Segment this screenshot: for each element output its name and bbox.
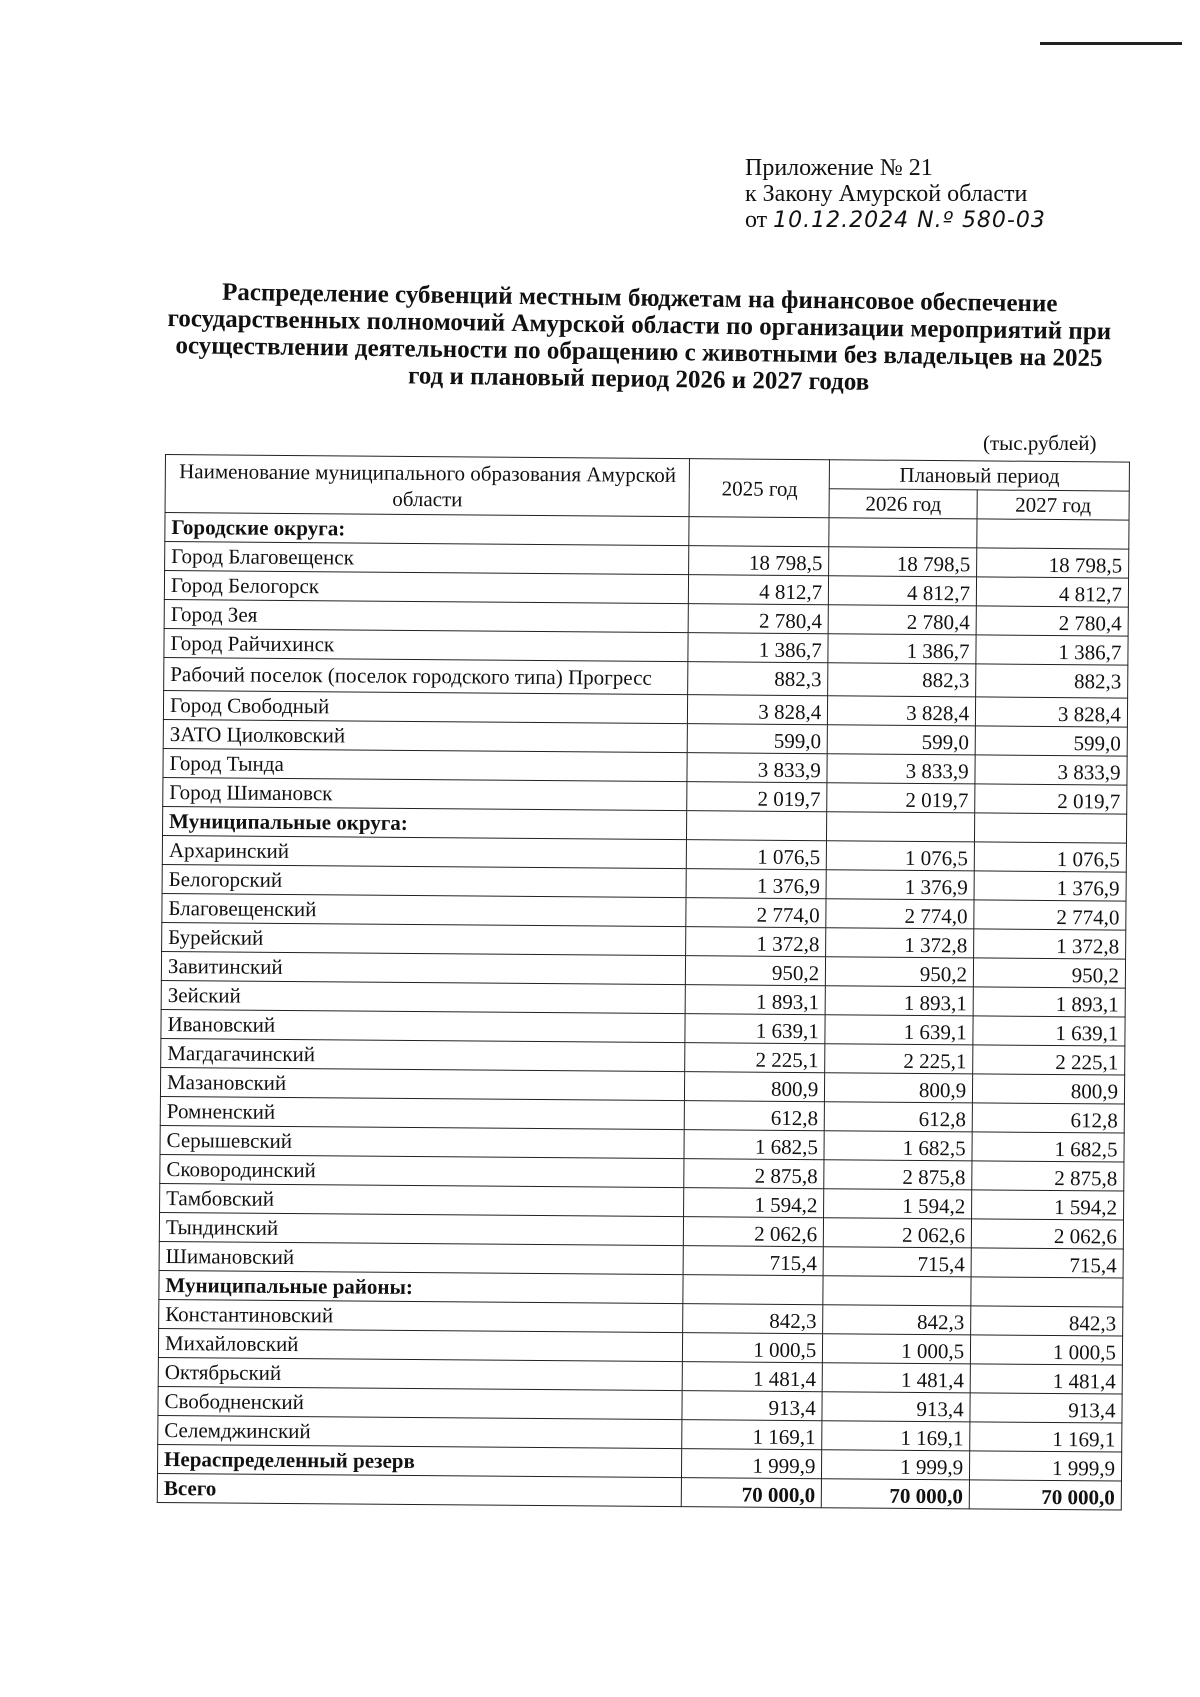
row-name: Город Благовещенск — [165, 542, 690, 575]
value-2025 — [689, 517, 829, 547]
subvention-table — [157, 454, 1130, 1511]
value-2026: 2 062,6 — [824, 1218, 972, 1248]
value-2026: 950,2 — [826, 957, 974, 987]
value-2026: 18 798,5 — [829, 547, 977, 577]
value-2026: 2 774,0 — [826, 899, 974, 929]
value-2026: 842,3 — [823, 1305, 971, 1335]
row-name: Город Шимановск — [163, 777, 688, 810]
value-2025: 2 062,6 — [684, 1217, 824, 1247]
value-2027: 2 774,0 — [974, 900, 1126, 930]
row-name: Городские округа: — [165, 513, 690, 546]
appendix-number: Приложение № 21 — [745, 155, 933, 181]
value-2025: 18 798,5 — [689, 546, 829, 576]
row-name: Мазановский — [160, 1067, 685, 1100]
value-2027: 882,3 — [976, 664, 1128, 698]
value-2025: 1 076,5 — [687, 840, 827, 870]
row-name: Магдагачинский — [161, 1038, 686, 1071]
row-name: Завитинский — [161, 951, 686, 984]
value-2027: 1 999,9 — [970, 1451, 1122, 1481]
appendix-date-prefix: от — [745, 207, 768, 233]
value-2026: 1 376,9 — [826, 870, 974, 900]
row-name: Город Белогорск — [164, 571, 689, 604]
value-2026: 1 386,7 — [828, 634, 976, 664]
value-2027: 1 169,1 — [970, 1422, 1122, 1452]
value-2025: 3 833,9 — [687, 753, 827, 783]
row-name: Ивановский — [161, 1009, 686, 1042]
value-2027: 1 376,9 — [974, 871, 1126, 901]
row-name: Октябрьский — [158, 1357, 683, 1390]
value-2027: 715,4 — [971, 1248, 1123, 1278]
value-2027: 1 386,7 — [976, 635, 1128, 665]
handwritten-date-number: 10.12.2024 N.º 580-03 — [773, 208, 1046, 233]
row-name: Город Тында — [163, 748, 688, 781]
value-2025: 913,4 — [682, 1391, 822, 1421]
value-2026: 2 875,8 — [824, 1160, 972, 1190]
row-name: Архаринский — [162, 835, 687, 868]
value-2025: 4 812,7 — [689, 575, 829, 605]
row-name: Свободненский — [158, 1386, 683, 1419]
value-2026: 70 000,0 — [822, 1479, 970, 1509]
value-2025: 612,8 — [685, 1101, 825, 1131]
row-name: Зейский — [161, 980, 686, 1013]
row-name: Селемджинский — [158, 1415, 683, 1448]
value-2027: 1 481,4 — [970, 1364, 1122, 1394]
value-2026: 1 893,1 — [825, 986, 973, 1016]
value-2027 — [975, 813, 1127, 843]
value-2025: 1 639,1 — [685, 1014, 825, 1044]
value-2025: 1 169,1 — [682, 1420, 822, 1450]
value-2026: 2 019,7 — [827, 783, 975, 813]
value-2025: 1 481,4 — [683, 1362, 823, 1392]
row-name: Михайловский — [158, 1328, 683, 1361]
value-2026: 1 169,1 — [822, 1421, 970, 1451]
value-2025: 1 682,5 — [684, 1130, 824, 1160]
value-2026: 1 076,5 — [827, 841, 975, 871]
value-2025: 1 893,1 — [686, 985, 826, 1015]
value-2026 — [827, 812, 975, 842]
value-2025: 599,0 — [688, 724, 828, 754]
value-2025: 1 372,8 — [686, 927, 826, 957]
header-2027: 2027 год — [977, 490, 1129, 520]
value-2025: 1 376,9 — [686, 869, 826, 899]
value-2027: 2 780,4 — [976, 606, 1128, 636]
row-name: ЗАТО Циолковский — [163, 719, 688, 752]
units-label: (тыс.рублей) — [983, 431, 1097, 455]
value-2025: 882,3 — [688, 662, 828, 696]
value-2026: 913,4 — [822, 1392, 970, 1422]
value-2027: 1 594,2 — [972, 1190, 1124, 1220]
row-name: Муниципальные округа: — [163, 806, 688, 839]
row-name: Ромненский — [160, 1096, 685, 1129]
row-name: Константиновский — [159, 1299, 684, 1332]
value-2026: 1 481,4 — [822, 1363, 970, 1393]
value-2025: 1 386,7 — [688, 633, 828, 663]
value-2025: 2 019,7 — [687, 782, 827, 812]
value-2026: 4 812,7 — [829, 576, 977, 606]
value-2025: 2 225,1 — [685, 1043, 825, 1073]
value-2027: 2 062,6 — [971, 1219, 1123, 1249]
value-2027: 1 076,5 — [974, 842, 1126, 872]
value-2027: 800,9 — [973, 1074, 1125, 1104]
value-2025: 1 999,9 — [682, 1449, 822, 1479]
value-2026: 1 999,9 — [822, 1450, 970, 1480]
header-planned: Плановый период — [830, 460, 1130, 491]
value-2026: 1 372,8 — [826, 928, 974, 958]
value-2027: 2 875,8 — [972, 1161, 1124, 1191]
row-name: Муниципальные районы: — [159, 1270, 684, 1303]
row-name: Благовещенский — [162, 893, 687, 926]
row-name: Бурейский — [162, 922, 687, 955]
value-2027: 1 000,5 — [971, 1335, 1123, 1365]
value-2026: 1 639,1 — [825, 1015, 973, 1045]
value-2026: 882,3 — [828, 663, 976, 697]
appendix-law: к Закону Амурской области — [745, 181, 1028, 207]
row-name: Нераспределенный резерв — [157, 1444, 682, 1477]
value-2027: 18 798,5 — [977, 548, 1129, 578]
row-name: Тындинский — [159, 1212, 684, 1245]
appendix-header — [745, 155, 1046, 234]
row-name: Белогорский — [162, 864, 687, 897]
value-2025: 950,2 — [686, 956, 826, 986]
value-2026: 3 833,9 — [827, 754, 975, 784]
value-2026: 800,9 — [825, 1073, 973, 1103]
value-2027: 70 000,0 — [969, 1480, 1121, 1510]
value-2027: 1 639,1 — [973, 1016, 1125, 1046]
value-2027: 950,2 — [973, 958, 1125, 988]
document-title: Распределение субвенций местным бюджетам на финансовое обеспечение государственных полномочий Амурской области по организации мероприятий при осуществлении деятельности по обращению с животными без владельцев на 2025 год и плановый период 2026 и 2027 годов — [167, 278, 1112, 396]
value-2027: 2 019,7 — [975, 784, 1127, 814]
value-2027: 3 828,4 — [976, 697, 1128, 727]
value-2026: 599,0 — [827, 725, 975, 755]
row-name: Тамбовский — [160, 1183, 685, 1216]
value-2025 — [687, 811, 827, 841]
value-2025: 70 000,0 — [682, 1478, 822, 1508]
value-2026: 2 780,4 — [828, 605, 976, 635]
value-2027: 1 372,8 — [974, 929, 1126, 959]
row-name: Город Зея — [164, 599, 689, 632]
value-2027: 842,3 — [971, 1306, 1123, 1336]
table-body — [157, 513, 1129, 1511]
row-name: Рабочий поселок (поселок городского типа) Прогресс — [164, 657, 689, 694]
value-2026: 1 594,2 — [824, 1189, 972, 1219]
value-2027: 913,4 — [970, 1393, 1122, 1423]
value-2027: 1 682,5 — [972, 1132, 1124, 1162]
value-2026: 715,4 — [823, 1247, 971, 1277]
value-2025: 2 774,0 — [686, 898, 826, 928]
header-name: Наименование муниципального образования Амурской области — [165, 455, 690, 517]
value-2026 — [829, 518, 977, 548]
value-2026: 1 682,5 — [824, 1131, 972, 1161]
value-2026 — [823, 1276, 971, 1306]
value-2025: 800,9 — [685, 1072, 825, 1102]
value-2025: 1 594,2 — [684, 1188, 824, 1218]
top-rule — [1040, 42, 1182, 45]
header-2025: 2025 год — [689, 459, 829, 518]
row-name: Серышевский — [160, 1125, 685, 1158]
value-2027: 4 812,7 — [976, 577, 1128, 607]
value-2027 — [971, 1277, 1123, 1307]
value-2027: 1 893,1 — [973, 987, 1125, 1017]
value-2025: 1 000,5 — [683, 1333, 823, 1363]
appendix-date-line — [745, 207, 1046, 234]
value-2027: 599,0 — [975, 726, 1127, 756]
value-2027: 612,8 — [972, 1103, 1124, 1133]
value-2025: 3 828,4 — [688, 695, 828, 725]
value-2025: 2 780,4 — [689, 604, 829, 634]
total-row — [157, 1473, 1121, 1510]
row-name: Сковородинский — [160, 1154, 685, 1187]
value-2026: 612,8 — [825, 1102, 973, 1132]
row-name: Всего — [157, 1473, 682, 1506]
row-name: Город Райчихинск — [164, 628, 689, 661]
value-2027 — [977, 519, 1129, 549]
row-name: Шимановский — [159, 1241, 684, 1274]
value-2025: 2 875,8 — [684, 1159, 824, 1189]
value-2025 — [683, 1275, 823, 1305]
value-2026: 3 828,4 — [828, 696, 976, 726]
header-2026: 2026 год — [829, 489, 977, 519]
value-2026: 2 225,1 — [825, 1044, 973, 1074]
value-2025: 842,3 — [683, 1304, 823, 1334]
row-name: Город Свободный — [163, 690, 688, 723]
value-2027: 2 225,1 — [973, 1045, 1125, 1075]
value-2025: 715,4 — [684, 1246, 824, 1276]
value-2026: 1 000,5 — [823, 1334, 971, 1364]
value-2027: 3 833,9 — [975, 755, 1127, 785]
